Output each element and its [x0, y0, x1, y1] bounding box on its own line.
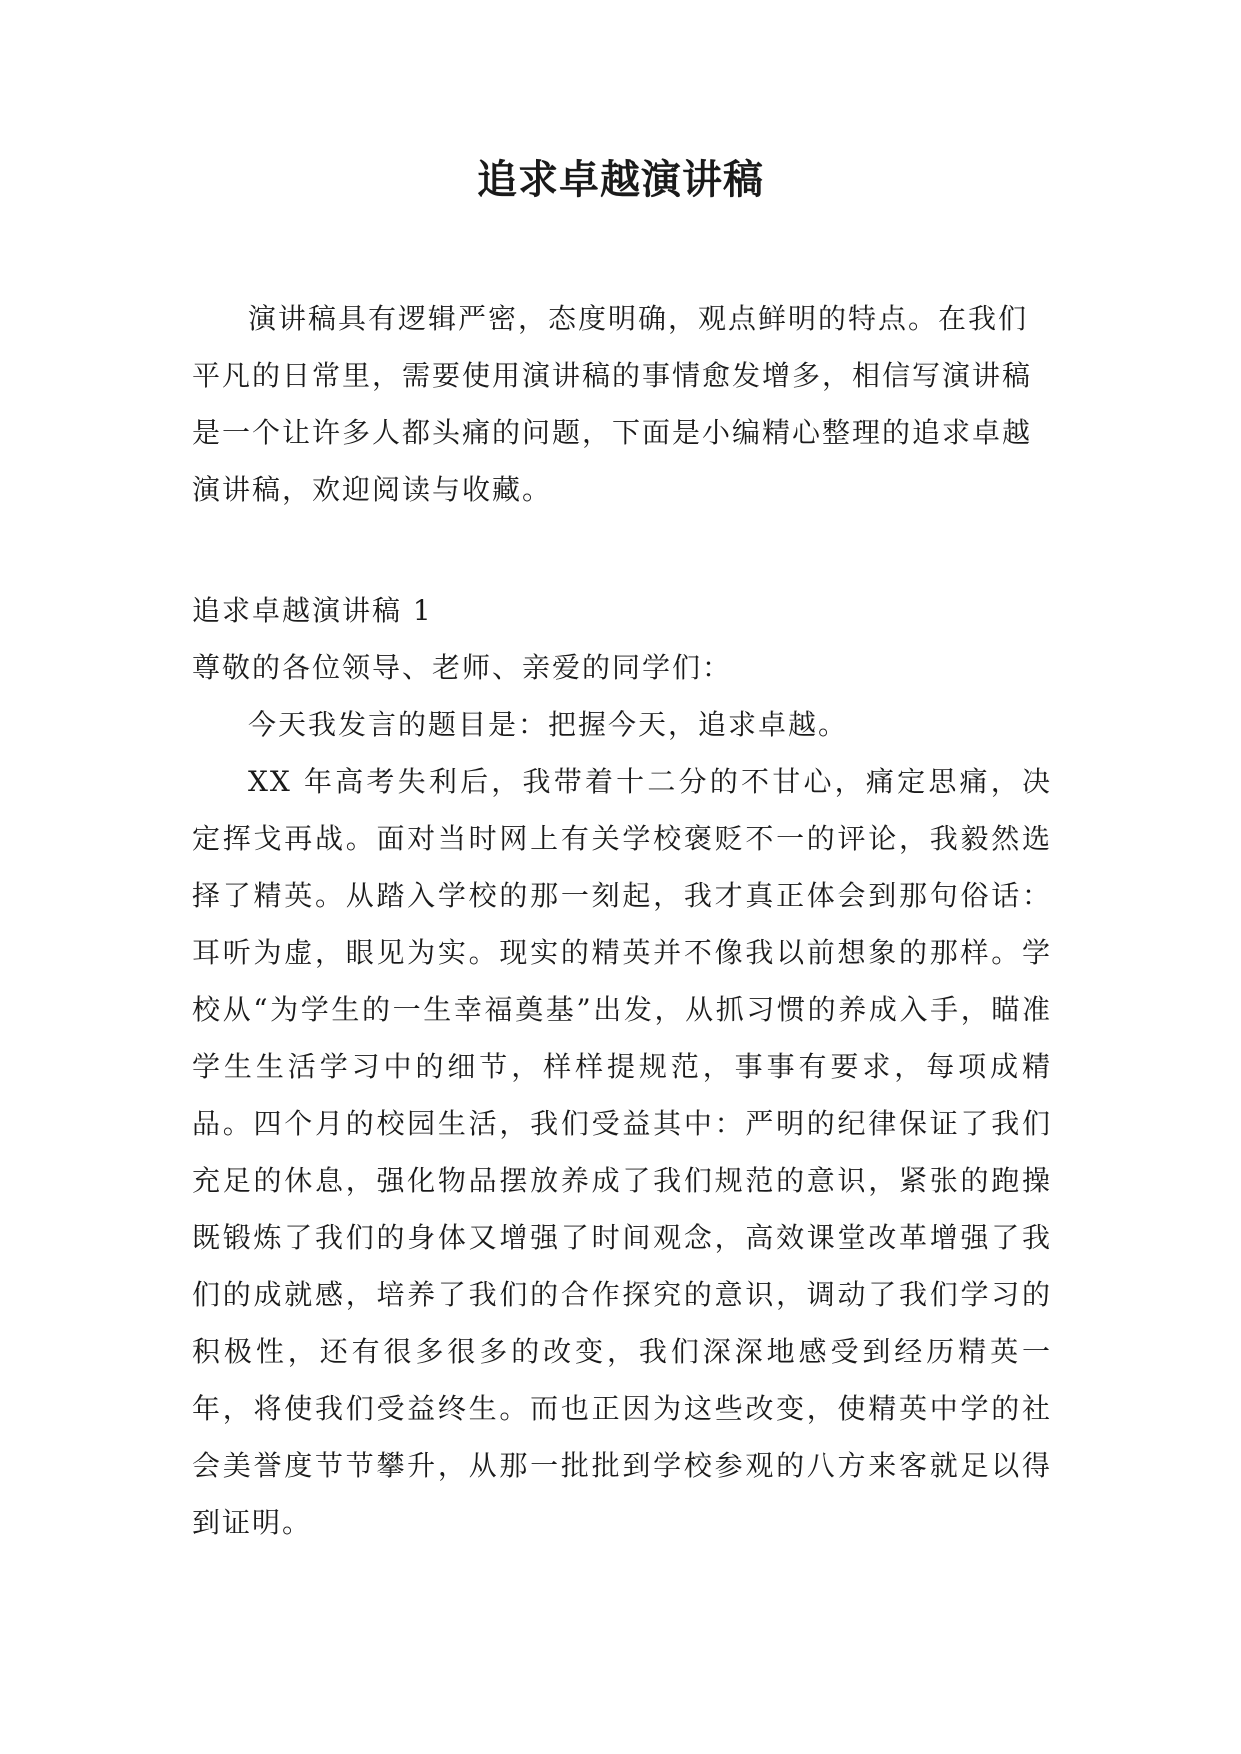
section-heading: 追求卓越演讲稿 1 [192, 594, 433, 627]
document-title: 追求卓越演讲稿 [477, 156, 764, 203]
body-paragraph-2: XX 年高考失利后，我带着十二分的不甘心，痛定思痛，决定挥戈再战。面对当时网上有关学校褒贬不一的评论，我毅然选择了精英。从踏入学校的那一刻起，我才真正体会到那句俗话：耳听为虚，眼见为实。现实的精英并不像我以前想象的那样。学校从“为学生的一生幸福奠基”出发，从抓习惯的养成入手，瞄准学生生活学习中的细节，样样提规范，事事有要求，每项成精品。四个月的校园生活，我们受益其中：严明的纪律保证了我们充足的休息，强化物品摆放养成了我们规范的意识，紧张的跑操既锻炼了我们的身体又增强了时间观念，高效课堂改革增强了我们的成就感，培养了我们的合作探究的意识，调动了我们学习的积极性，还有很多很多的改变，我们深深地感受到经历精英一年，将使我们受益终生。而也正因为这些改变，使精英中学的社会美誉度节节攀升，从那一批批到学校参观的八方来客就足以得到证明。 [192, 765, 1052, 1539]
body-paragraph-1: 今天我发言的题目是：把握今天，追求卓越。 [248, 708, 849, 741]
intro-paragraph: 演讲稿具有逻辑严密，态度明确，观点鲜明的特点。在我们平凡的日常里，需要使用演讲稿的事情愈发增多，相信写演讲稿是一个让许多人都头痛的问题，下面是小编精心整理的追求卓越演讲稿，欢迎阅读与收藏。 [192, 302, 1033, 506]
speech-body [192, 582, 1052, 1551]
salutation: 尊敬的各位领导、老师、亲爱的同学们： [192, 651, 733, 684]
